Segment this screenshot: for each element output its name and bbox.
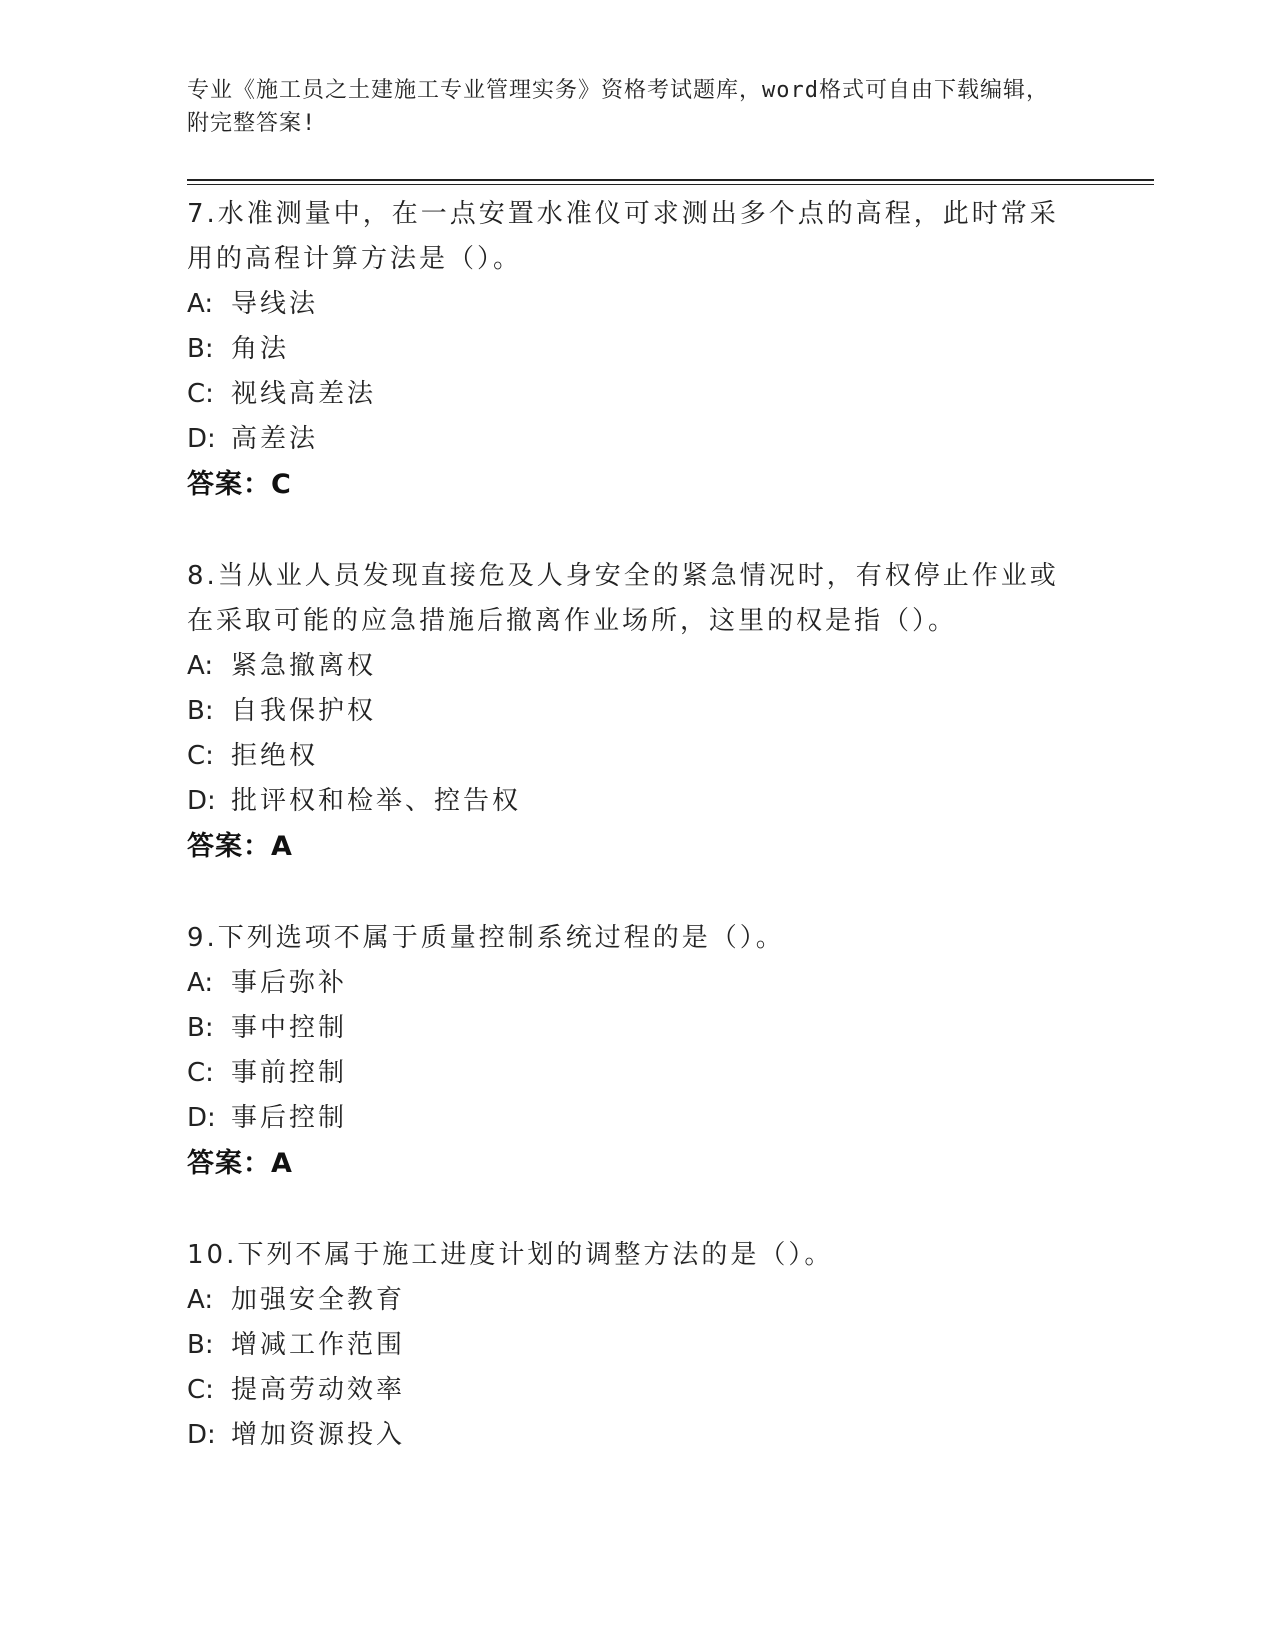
answer-value: A [271, 831, 292, 862]
question-stem: 9.下列选项不属于质量控制系统过程的是（）。 [187, 923, 785, 953]
answer-label: 答案： [187, 469, 271, 500]
question-8 [187, 554, 1087, 869]
answer-line [187, 1141, 1087, 1186]
option-b [187, 689, 1087, 734]
option-c [187, 1051, 1087, 1096]
option-text: 自我保护权 [231, 696, 377, 726]
header-divider-thin [187, 184, 1154, 185]
option-text: 拒绝权 [231, 741, 319, 771]
option-text: 加强安全教育 [231, 1285, 406, 1315]
option-c [187, 734, 1087, 779]
option-key: C: [187, 1375, 214, 1405]
option-text: 角法 [231, 334, 290, 364]
option-text: 紧急撤离权 [231, 651, 377, 681]
option-text: 视线高差法 [231, 379, 377, 409]
option-text: 导线法 [231, 289, 319, 319]
option-b [187, 1006, 1087, 1051]
option-b [187, 1323, 1087, 1368]
option-text: 增减工作范围 [231, 1330, 406, 1360]
option-key: B: [187, 1013, 214, 1043]
question-stem: 8.当从业人员发现直接危及人身安全的紧急情况时，有权停止作业或在采取可能的应急措施后撤离作业场所，这里的权是指（）。 [187, 561, 1059, 636]
option-key: A: [187, 651, 214, 681]
answer-value: C [271, 469, 291, 500]
question-spacer [187, 507, 1087, 554]
option-text: 事前控制 [231, 1058, 348, 1088]
document-header: 专业《施工员之土建施工专业管理实务》资格考试题库，word格式可自由下载编辑，附完整答案! [187, 78, 1049, 136]
option-key: B: [187, 696, 214, 726]
option-key: C: [187, 741, 214, 771]
option-key: B: [187, 334, 214, 364]
question-spacer [187, 1186, 1087, 1233]
option-key: D: [187, 1103, 216, 1133]
option-key: A: [187, 1285, 214, 1315]
answer-value: A [271, 1148, 292, 1179]
option-c [187, 1368, 1087, 1413]
option-d [187, 1413, 1087, 1458]
question-9 [187, 916, 1087, 1186]
option-text: 高差法 [231, 424, 319, 454]
option-a [187, 1278, 1087, 1323]
question-list [187, 192, 1087, 1458]
answer-line [187, 824, 1087, 869]
option-key: D: [187, 1420, 216, 1450]
question-10 [187, 1233, 1087, 1458]
answer-label: 答案： [187, 831, 271, 862]
question-7 [187, 192, 1087, 507]
option-text: 事中控制 [231, 1013, 348, 1043]
option-text: 批评权和检举、控告权 [231, 786, 522, 816]
option-text: 事后弥补 [231, 968, 348, 998]
answer-label: 答案： [187, 1148, 271, 1179]
option-key: D: [187, 786, 216, 816]
option-c [187, 372, 1087, 417]
option-key: A: [187, 289, 214, 319]
option-d [187, 417, 1087, 462]
option-key: D: [187, 424, 216, 454]
question-spacer [187, 869, 1087, 916]
option-b [187, 327, 1087, 372]
option-key: B: [187, 1330, 214, 1360]
option-key: A: [187, 968, 214, 998]
option-text: 提高劳动效率 [231, 1375, 406, 1405]
option-a [187, 644, 1087, 689]
option-a [187, 282, 1087, 327]
answer-line [187, 462, 1087, 507]
option-d [187, 1096, 1087, 1141]
option-text: 事后控制 [231, 1103, 348, 1133]
option-key: C: [187, 379, 214, 409]
option-a [187, 961, 1087, 1006]
option-d [187, 779, 1087, 824]
option-key: C: [187, 1058, 214, 1088]
header-divider-thick [187, 179, 1154, 181]
question-stem: 10.下列不属于施工进度计划的调整方法的是（）。 [187, 1240, 834, 1270]
option-text: 增加资源投入 [231, 1420, 406, 1450]
question-stem: 7.水准测量中，在一点安置水准仪可求测出多个点的高程，此时常采用的高程计算方法是（）。 [187, 199, 1059, 274]
